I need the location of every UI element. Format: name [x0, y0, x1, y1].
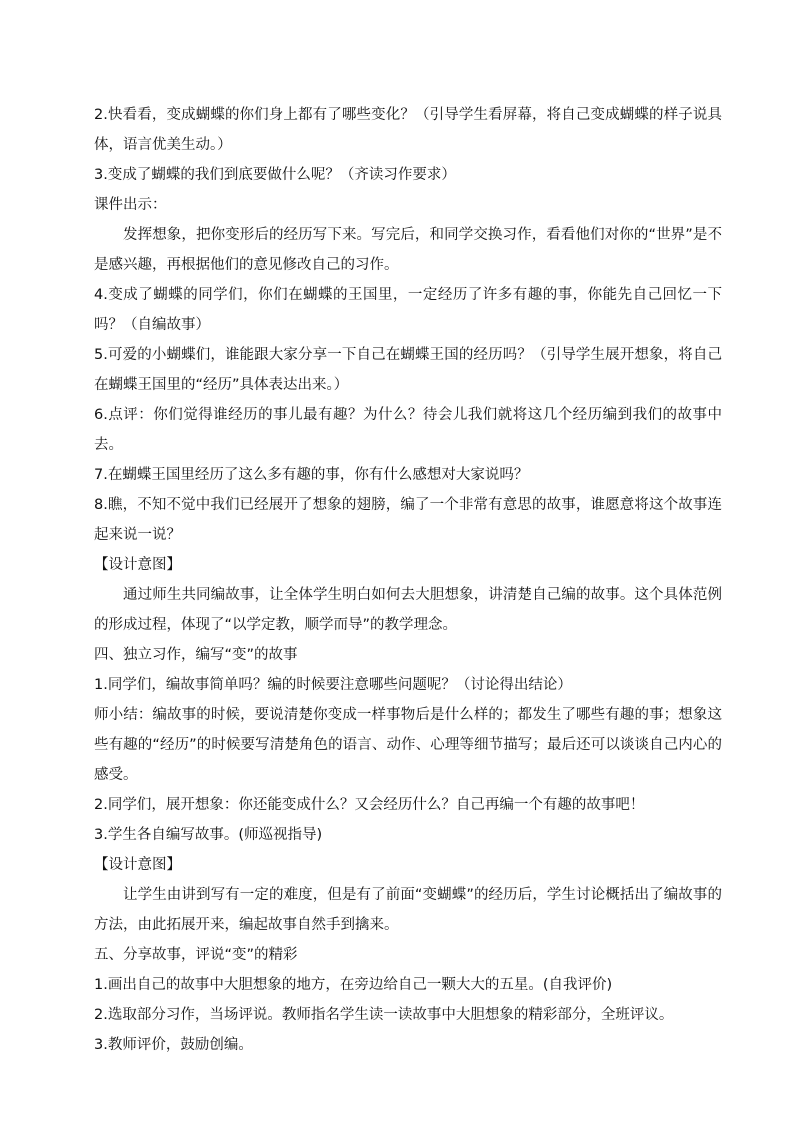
paragraph: 6.点评：你们觉得谁经历的事儿最有趣？为什么？待会儿我们就将这几个经历编到我们的故事中去。	[94, 407, 722, 453]
paragraph: 7.在蝴蝶王国里经历了这么多有趣的事，你有什么感想对大家说吗？	[94, 467, 529, 483]
paragraph: 2.选取部分习作，当场评说。教师指名学生读一读故事中大胆想象的精彩部分，全班评议。	[94, 1007, 674, 1023]
paragraph: 通过师生共同编故事，让全体学生明白如何去大胆想象，讲清楚自己编的故事。这个具体范例的形成过程，体现了“以学定教，顺学而导”的教学理念。	[94, 587, 722, 633]
paragraph: 发挥想象，把你变形后的经历写下来。写完后，和同学交换习作，看看他们对你的“世界”是不是感兴趣，再根据他们的意见修改自己的习作。	[94, 227, 722, 273]
paragraph: 2.快看看，变成蝴蝶的你们身上都有了哪些变化？（引导学生看屏幕，将自己变成蝴蝶的样子说具体，语言优美生动。）	[94, 107, 722, 153]
section-label: 【设计意图】	[94, 857, 181, 873]
paragraph: 3.学生各自编写故事。(师巡视指导)	[94, 827, 323, 843]
paragraph: 让学生由讲到写有一定的难度，但是有了前面“变蝴蝶”的经历后，学生讨论概括出了编故事的方法，由此拓展开来，编起故事自然手到擒来。	[94, 887, 722, 933]
paragraph: 1.画出自己的故事中大胆想象的地方，在旁边给自己一颗大大的五星。(自我评价)	[94, 977, 613, 993]
paragraph: 师小结：编故事的时候，要说清楚你变成一样事物后是什么样的；都发生了哪些有趣的事；想象这些有趣的“经历”的时候要写清楚角色的语言、动作、心理等细节描写；最后还可以谈谈自己内心的感受。	[94, 707, 722, 783]
paragraph: 课件出示：	[94, 197, 167, 213]
section-heading: 四、独立习作，编写“变”的故事	[94, 647, 298, 663]
section-heading: 五、分享故事，评说“变”的精彩	[94, 947, 298, 963]
document-body	[94, 100, 722, 1060]
paragraph: 8.瞧，不知不觉中我们已经展开了想象的翅膀，编了一个非常有意思的故事，谁愿意将这个故事连起来说一说？	[94, 497, 722, 543]
paragraph: 3.教师评价，鼓励创编。	[94, 1037, 253, 1053]
paragraph: 5.可爱的小蝴蝶们，谁能跟大家分享一下自己在蝴蝶王国的经历吗？（引导学生展开想象，将自己在蝴蝶王国里的“经历”具体表达出来。）	[94, 347, 722, 393]
paragraph: 3.变成了蝴蝶的我们到底要做什么呢？（齐读习作要求）	[94, 167, 456, 183]
section-label: 【设计意图】	[94, 557, 181, 573]
paragraph: 2.同学们，展开想象：你还能变成什么？又会经历什么？自己再编一个有趣的故事吧！	[94, 797, 645, 813]
paragraph: 1.同学们，编故事简单吗？编的时候要注意哪些问题呢？（讨论得出结论）	[94, 677, 572, 693]
paragraph: 4.变成了蝴蝶的同学们，你们在蝴蝶的王国里，一定经历了许多有趣的事，你能先自己回忆一下吗？（自编故事）	[94, 287, 722, 333]
